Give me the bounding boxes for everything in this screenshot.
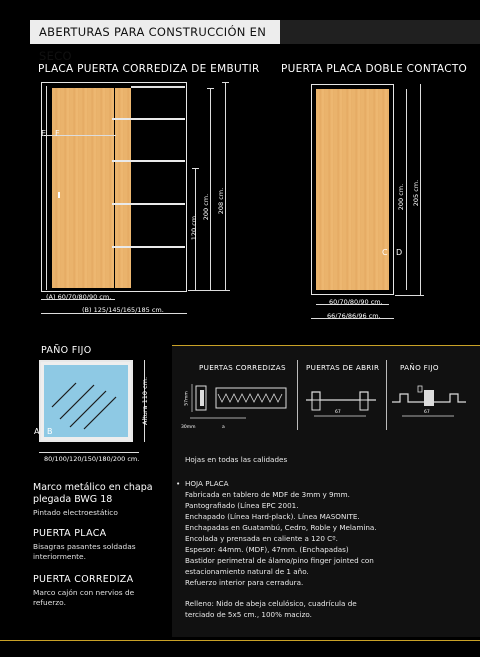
d-67b: 67 (424, 410, 430, 415)
marco-title-2: plegada BWG 18 (33, 494, 113, 505)
double-width-inner: 60/70/80/90 cm. (329, 298, 383, 306)
sliding-title: PLACA PUERTA CORREDIZA DE EMBUTIR (38, 63, 260, 75)
tab-fijo: PAÑO FIJO (400, 363, 439, 372)
shelf-line (112, 246, 185, 248)
specs-bullet-title: HOJA PLACA (185, 479, 229, 488)
letter-c: C (382, 248, 388, 257)
tab-separator (386, 360, 387, 430)
shelf-line (112, 118, 185, 120)
d-67a: 67 (335, 410, 341, 415)
fixed-height: Altura 110 cm. (141, 376, 149, 426)
marco-title-1: Marco metálico en chapa (33, 482, 153, 493)
letter-f: F (55, 129, 60, 138)
tab-separator (297, 360, 298, 430)
double-dim-205: 205 cm. (412, 179, 420, 207)
spec-line: Bastidor perimetral de álamo/pino finger jointed con (185, 556, 374, 565)
letter-b: B (47, 427, 53, 436)
marco-sub: Pintado electroestático (33, 508, 118, 517)
dim-208: 208 cm. (217, 187, 225, 215)
fixed-widths: 80/100/120/150/180/200 cm. (44, 455, 140, 463)
gold-rule (172, 345, 480, 346)
placa-line-2: interiormente. (33, 552, 86, 561)
double-dim-200: 200 cm. (397, 183, 405, 211)
d-57: 57mm (184, 391, 190, 406)
shelf-line (112, 203, 185, 205)
width-a: (A) 60/70/80/90 cm. (46, 293, 112, 301)
sliding-frame-edge (46, 86, 47, 290)
double-title: PUERTA PLACA DOBLE CONTACTO (281, 63, 468, 75)
relleno-line-2: terciado de 5x5 cm., 100% macizo. (185, 610, 312, 619)
dim-120: 120 cm. (190, 213, 198, 241)
bullet-dot: • (176, 479, 181, 488)
d-a: a (222, 425, 225, 430)
specs-subtitle: Hojas en todas las calidades (185, 455, 288, 464)
placa-title: PUERTA PLACA (33, 528, 107, 539)
door-handle (58, 192, 60, 198)
relleno-line-1: Relleno: Nido de abeja celulósico, cuadrícula de (185, 599, 357, 608)
tab-abrir: PUERTAS DE ABRIR (306, 363, 380, 372)
letter-e: E (41, 129, 47, 138)
shelf-line (131, 86, 185, 88)
dim-line-200 (210, 88, 211, 290)
sliding-section-drawing (180, 380, 296, 430)
spec-line: Enchapadas en Guatambú, Cedro, Roble y Melamina. (185, 523, 377, 532)
hinged-section-drawing (300, 380, 384, 425)
page-header: ABERTURAS PARA CONSTRUCCIÓN EN SECO (30, 20, 280, 44)
d-30: 30mm (181, 425, 196, 430)
sliding-door-panel (52, 88, 114, 288)
spec-line: estacionamiento natural de 1 año. (185, 567, 309, 576)
glass-reflection-lines (44, 365, 128, 437)
dim-200: 200 cm. (202, 193, 210, 221)
fixed-section-drawing (388, 380, 472, 425)
spec-line: Encolada y prensada en caliente a 120 Cº. (185, 534, 338, 543)
dim-line-208 (225, 82, 226, 290)
bottom-gold-rule (0, 640, 480, 641)
spec-line: Fabricada en tablero de MDF de 3mm y 9mm. (185, 490, 350, 499)
double-width-outer: 66/76/86/96 cm. (327, 312, 381, 320)
shelf-line (112, 160, 185, 162)
spec-line: Enchapado (Línea Hard-plack). Línea MASONITE. (185, 512, 360, 521)
corr-line-2: refuerzo. (33, 598, 66, 607)
double-door-panel (316, 89, 389, 290)
fixed-title: PAÑO FIJO (41, 345, 92, 356)
dim-line-fixed-width (39, 452, 139, 453)
spec-line: Espesor: 44mm. (MDF), 47mm. (Enchapadas) (185, 545, 349, 554)
header-bar (280, 20, 480, 44)
dim-line-205-double (420, 84, 421, 295)
placa-line-1: Bisagras pasantes soldadas (33, 542, 136, 551)
dim-line-200-double (406, 89, 407, 290)
letter-d: D (396, 248, 403, 257)
corr-title: PUERTA CORREDIZA (33, 574, 134, 585)
spec-line: Refuerzo interior para cerradura. (185, 578, 304, 587)
corr-line-1: Marco cajón con nervios de (33, 588, 135, 597)
spec-line: Pantografiado (Línea EPC 2001. (185, 501, 299, 510)
width-b: (B) 125/145/165/185 cm. (82, 306, 164, 314)
tab-correderas: PUERTAS CORREDIZAS (199, 363, 286, 372)
letter-a: A (34, 427, 40, 436)
